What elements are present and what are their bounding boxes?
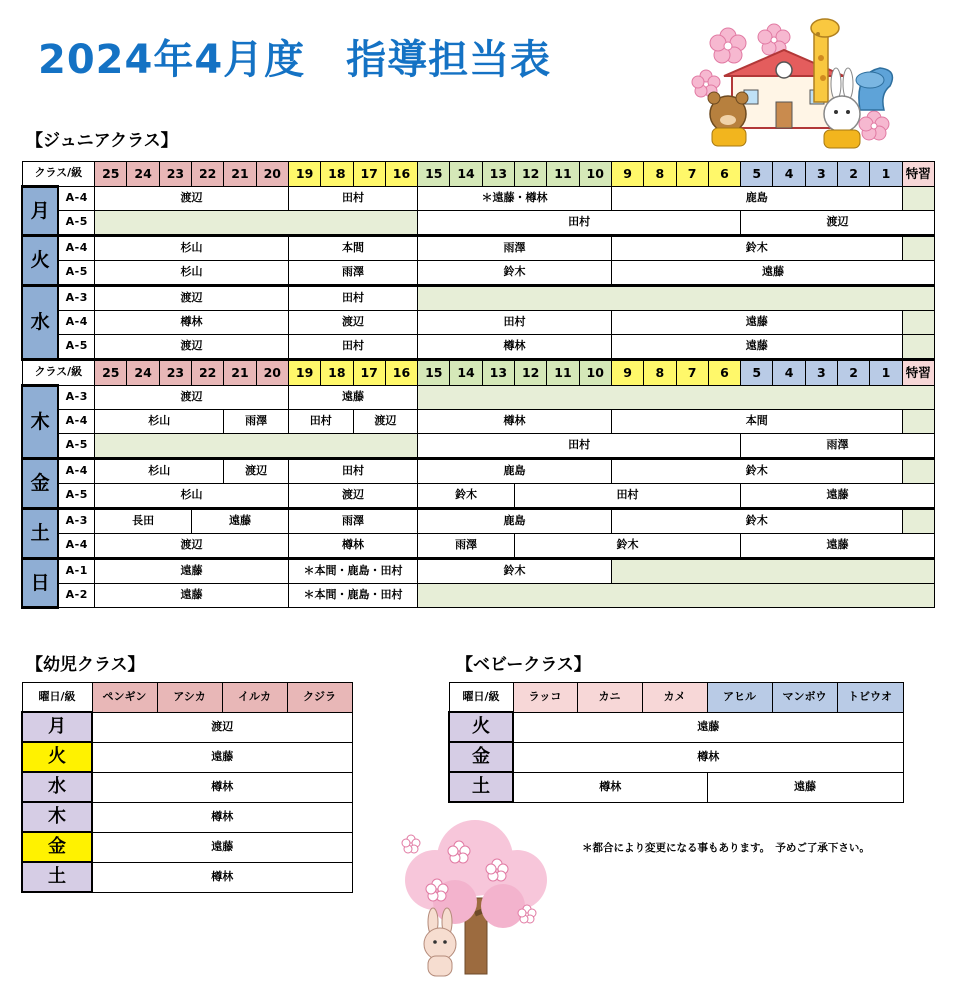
staff-cell: 樽林 [513,772,707,802]
staff-cell: 渡辺 [95,335,289,360]
kids-row [22,862,352,892]
staff-cell: 鹿島 [418,459,612,484]
empty-cell [902,187,934,211]
day-cell: 月 [22,712,92,742]
level-cell: アヒル [707,683,772,713]
cherry-blossom-rabbit-illustration-icon [395,818,560,978]
level-cell: 10 [579,162,611,187]
header-label: クラス/級 [22,162,95,187]
level-cell: 20 [256,162,288,187]
empty-cell [902,236,934,261]
class-cell: A-4 [58,410,94,434]
class-cell: A-5 [58,434,94,459]
staff-cell: 雨澤 [418,236,612,261]
class-cell: A-3 [58,286,94,311]
staff-cell: 遠藤 [741,534,935,559]
level-cell: 14 [450,360,482,386]
staff-cell: 遠藤 [92,742,352,772]
staff-cell: 鈴木 [418,484,515,509]
staff-cell: 樽林 [92,772,352,802]
level-cell: 24 [127,162,159,187]
junior-row-mon-a5 [22,211,935,236]
staff-cell: 本間 [611,410,902,434]
class-cell: A-4 [58,187,94,211]
empty-cell [418,386,935,410]
staff-cell: 渡辺 [95,534,289,559]
baby-row [449,712,903,742]
level-cell: 11 [547,162,579,187]
staff-cell: 樽林 [92,862,352,892]
day-tue: 火 [22,236,58,286]
level-cell: 15 [418,162,450,187]
staff-cell: 雨澤 [224,410,289,434]
baby-section-label: 【ベビークラス】 [456,655,591,675]
day-thu: 木 [22,386,58,459]
level-cell: ペンギン [92,683,157,713]
baby-row [449,772,903,802]
day-cell: 金 [449,742,513,772]
kids-row [22,832,352,862]
class-cell: A-2 [58,584,94,608]
level-cell: 9 [611,360,643,386]
staff-cell: 田村 [515,484,741,509]
day-cell: 金 [22,832,92,862]
staff-cell: 渡辺 [95,187,289,211]
staff-cell: 鈴木 [515,534,741,559]
staff-cell: 遠藤 [288,386,417,410]
staff-cell: 遠藤 [513,712,903,742]
level-cell: 25 [95,360,127,386]
junior-row-thu-a4 [22,410,935,434]
header-label: 曜日/級 [449,683,513,713]
day-cell: 土 [449,772,513,802]
staff-cell: 渡辺 [92,712,352,742]
class-cell: A-4 [58,311,94,335]
level-cell: 16 [385,360,417,386]
class-cell: A-3 [58,386,94,410]
staff-cell: 田村 [288,459,417,484]
staff-cell: 鈴木 [611,236,902,261]
staff-cell: 田村 [418,311,612,335]
level-cell: 22 [192,162,224,187]
junior-row-thu-a3 [22,386,935,410]
staff-cell: 樽林 [418,410,612,434]
staff-cell: 樽林 [92,802,352,832]
empty-cell [611,559,934,584]
header-label: クラス/級 [22,360,95,386]
staff-cell: 鈴木 [418,559,612,584]
empty-cell [902,410,934,434]
bear-icon [708,92,748,146]
junior-row-mon-a4 [22,187,935,211]
junior-row-fri-a5 [22,484,935,509]
day-cell: 火 [449,712,513,742]
level-cell: 2 [837,360,869,386]
kids-schedule-table [21,682,353,893]
empty-cell [902,509,934,534]
staff-cell: 渡辺 [224,459,289,484]
junior-row-tue-a4 [22,236,935,261]
staff-cell: 雨澤 [288,261,417,286]
level-cell: 21 [224,162,256,187]
empty-cell [95,211,418,236]
junior-row-sat-a3 [22,509,935,534]
level-cell: ラッコ [513,683,577,713]
junior-row-fri-a4 [22,459,935,484]
baby-row [449,742,903,772]
junior-section-label: 【ジュニアクラス】 [26,131,178,151]
empty-cell [418,286,935,311]
page-title: 2024年4月度 指導担当表 [38,37,552,83]
level-cell: 3 [805,162,837,187]
day-fri: 金 [22,459,58,509]
level-cell: 6 [708,360,740,386]
level-cell: 12 [515,360,547,386]
level-cell: カニ [577,683,642,713]
staff-cell: ＊遠藤・樽林 [418,187,612,211]
staff-cell: 渡辺 [288,484,417,509]
level-cell: 25 [95,162,127,187]
staff-cell: 樽林 [513,742,903,772]
staff-cell: 杉山 [95,410,224,434]
class-cell: A-5 [58,261,94,286]
level-cell: イルカ [222,683,287,713]
level-cell: 24 [127,360,159,386]
junior-row-sun-a1 [22,559,935,584]
staff-cell: 遠藤 [92,832,352,862]
level-cell: 13 [482,360,514,386]
level-cell: 2 [837,162,869,187]
staff-cell: 雨澤 [288,509,417,534]
baby-header-row [449,683,903,713]
class-cell: A-5 [58,484,94,509]
level-cell: マンボウ [772,683,837,713]
level-cell: 23 [159,162,191,187]
staff-cell: 本間 [288,236,417,261]
level-cell: クジラ [287,683,352,713]
level-cell: 17 [353,162,385,187]
kids-section-label: 【幼児クラス】 [26,655,145,675]
day-sat: 土 [22,509,58,559]
staff-cell: 鈴木 [611,459,902,484]
staff-cell: 遠藤 [741,484,935,509]
staff-cell: 杉山 [95,236,289,261]
level-cell: 9 [611,162,643,187]
level-cell: 15 [418,360,450,386]
class-cell: A-5 [58,335,94,360]
staff-cell: 渡辺 [353,410,418,434]
level-cell: 14 [450,162,482,187]
kids-row [22,802,352,832]
empty-cell [95,434,418,459]
level-cell: 1 [870,162,902,187]
staff-cell: 遠藤 [95,559,289,584]
staff-cell: 田村 [418,211,741,236]
level-cell: トビウオ [837,683,903,713]
level-cell: 8 [644,360,676,386]
staff-cell: ＊本間・鹿島・田村 [288,584,417,608]
staff-cell: 渡辺 [95,286,289,311]
junior-header-row-2 [22,360,935,386]
level-cell: 6 [708,162,740,187]
level-cell: 4 [773,360,805,386]
level-cell: 11 [547,360,579,386]
level-cell: 特習 [902,360,934,386]
level-cell: 19 [288,162,320,187]
baby-schedule-table [448,682,904,803]
junior-row-wed-a3 [22,286,935,311]
staff-cell: 田村 [418,434,741,459]
day-mon: 月 [22,187,58,236]
day-cell: 水 [22,772,92,802]
level-cell: 22 [192,360,224,386]
day-cell: 木 [22,802,92,832]
level-cell: 23 [159,360,191,386]
junior-header-row [22,162,935,187]
level-cell: 21 [224,360,256,386]
level-cell: 7 [676,360,708,386]
staff-cell: 遠藤 [611,335,902,360]
notice-text: ＊都合により変更になる事もあります。 予めご了承下さい。 [582,842,870,854]
junior-row-thu-a5 [22,434,935,459]
class-cell: A-1 [58,559,94,584]
staff-cell: 樽林 [95,311,289,335]
level-cell: 特習 [902,162,934,187]
level-cell: 17 [353,360,385,386]
level-cell: 3 [805,360,837,386]
class-cell: A-4 [58,459,94,484]
staff-cell: 遠藤 [707,772,903,802]
kids-row [22,772,352,802]
junior-row-wed-a5 [22,335,935,360]
staff-cell: 杉山 [95,484,289,509]
staff-cell: 田村 [288,410,353,434]
level-cell: 18 [321,162,353,187]
staff-cell: 遠藤 [192,509,289,534]
staff-cell: 雨澤 [741,434,935,459]
level-cell: カメ [642,683,707,713]
class-cell: A-4 [58,236,94,261]
staff-cell: 雨澤 [418,534,515,559]
staff-cell: 渡辺 [95,386,289,410]
staff-cell: 渡辺 [741,211,935,236]
staff-cell: 田村 [288,187,417,211]
level-cell: アシカ [157,683,222,713]
class-cell: A-4 [58,534,94,559]
seal-icon [856,68,892,110]
empty-cell [902,335,934,360]
level-cell: 20 [256,360,288,386]
junior-row-tue-a5 [22,261,935,286]
level-cell: 16 [385,162,417,187]
junior-row-sun-a2 [22,584,935,608]
day-cell: 火 [22,742,92,772]
staff-cell: 遠藤 [95,584,289,608]
empty-cell [902,311,934,335]
day-sun: 日 [22,559,58,608]
staff-cell: 樽林 [288,534,417,559]
level-cell: 1 [870,360,902,386]
class-cell: A-5 [58,211,94,236]
day-wed: 水 [22,286,58,360]
animal-school-illustration-icon [684,14,922,154]
level-cell: 19 [288,360,320,386]
staff-cell: 鹿島 [418,509,612,534]
staff-cell: 杉山 [95,261,289,286]
staff-cell: 杉山 [95,459,224,484]
staff-cell: 鈴木 [611,509,902,534]
empty-cell [418,584,935,608]
junior-row-wed-a4 [22,311,935,335]
kids-header-row [22,683,352,713]
junior-row-sat-a4 [22,534,935,559]
staff-cell: 渡辺 [288,311,417,335]
level-cell: 4 [773,162,805,187]
staff-cell: 鈴木 [418,261,612,286]
empty-cell [902,459,934,484]
level-cell: 7 [676,162,708,187]
level-cell: 10 [579,360,611,386]
level-cell: 18 [321,360,353,386]
staff-cell: 田村 [288,335,417,360]
kids-row [22,712,352,742]
staff-cell: ＊本間・鹿島・田村 [288,559,417,584]
junior-schedule-table [21,161,935,609]
staff-cell: 遠藤 [611,311,902,335]
level-cell: 8 [644,162,676,187]
header-label: 曜日/級 [22,683,92,713]
level-cell: 5 [741,360,773,386]
level-cell: 13 [482,162,514,187]
level-cell: 12 [515,162,547,187]
staff-cell: 鹿島 [611,187,902,211]
rabbit-icon [424,908,456,976]
level-cell: 5 [741,162,773,187]
staff-cell: 長田 [95,509,192,534]
class-cell: A-3 [58,509,94,534]
day-cell: 土 [22,862,92,892]
staff-cell: 田村 [288,286,417,311]
staff-cell: 遠藤 [611,261,934,286]
kids-row [22,742,352,772]
staff-cell: 樽林 [418,335,612,360]
